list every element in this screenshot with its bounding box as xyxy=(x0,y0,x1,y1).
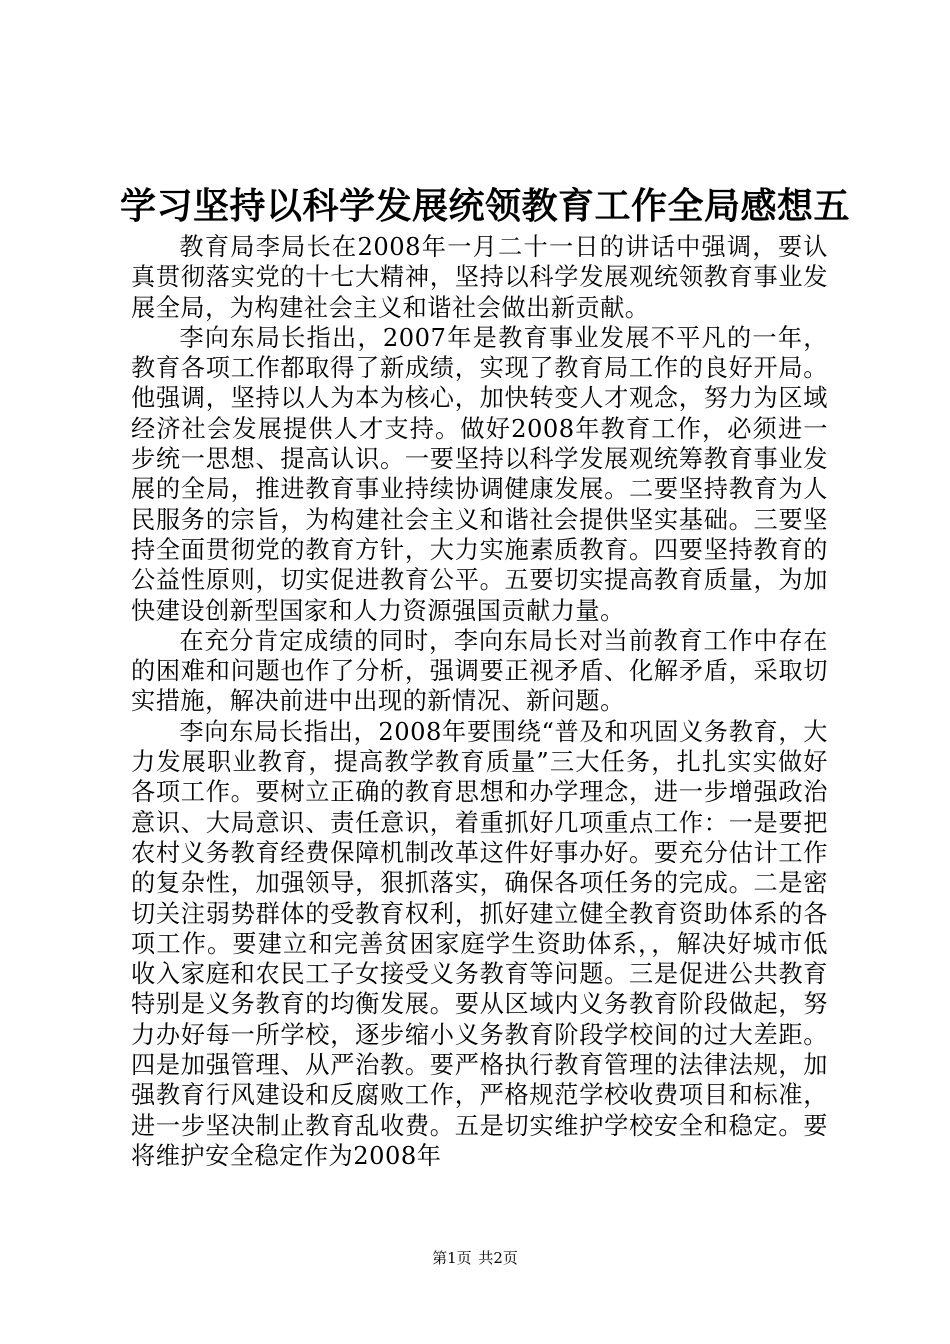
paragraph-4: 李向东局长指出，2008年要围绕“普及和巩固义务教育，大力发展职业教育，提高教学教育质量”三大任务，扎扎实实做好各项工作。要树立正确的教育思想和办学理念，进一步增强政治意识、大局意识、责任意识，着重抓好几项重点工作：一是要把农村义务教育经费保障机制改革这件好事办好。要充分估计工作的复杂性，加强领导，狠抓落实，确保各项任务的完成。二是密切关注弱势群体的受教育权利，抓好建立健全教育资助体系的各项工作。要建立和完善贫困家庭学生资助体系，，解决好城市低收入家庭和农民工子女接受义务教育等问题。三是促进公共教育特别是义务教育的均衡发展。要从区域内义务教育阶段做起，努力办好每一所学校，逐步缩小义务教育阶段学校间的过大差距。四是加强管理、从严治教。要严格执行教育管理的法律法规，加强教育行风建设和反腐败工作，严格规范学校收费项目和标准，进一步坚决制止教育乱收费。五是切实维护学校安全和稳定。要将维护安全稳定作为2008年 xyxy=(131,717,828,1170)
paragraph-2: 李向东局长指出，2007年是教育事业发展不平凡的一年，教育各项工作都取得了新成绩，实现了教育局工作的良好开局。他强调，坚持以人为本为核心，加快转变人才观念，努力为区域经济社会发展提供人才支持。做好2008年教育工作，必须进一步统一思想、提高认识。一要坚持以科学发展观统筹教育事业发展的全局，推进教育事业持续协调健康发展。二要坚持教育为人民服务的宗旨，为构建社会主义和谐社会提供坚实基础。三要坚持全面贯彻党的教育方针，大力实施素质教育。四要坚持教育的公益性原则，切实促进教育公平。五要切实提高教育质量，为加快建设创新型国家和人力资源强国贡献力量。 xyxy=(131,323,828,625)
document-body xyxy=(131,232,828,1171)
page-number-current: 第1页 xyxy=(432,1249,472,1267)
document-title: 学习坚持以科学发展统领教育工作全局感想五 xyxy=(120,186,851,227)
page-footer xyxy=(0,1248,950,1268)
paragraph-3: 在充分肯定成绩的同时，李向东局长对当前教育工作中存在的困难和问题也作了分析，强调要正视矛盾、化解矛盾，采取切实措施，解决前进中出现的新情况、新问题。 xyxy=(131,626,828,716)
paragraph-1: 教育局李局长在2008年一月二十一日的讲话中强调，要认真贯彻落实党的十七大精神，坚持以科学发展观统领教育事业发展全局，为构建社会主义和谐社会做出新贡献。 xyxy=(131,233,828,322)
page-number-total: 共2页 xyxy=(478,1249,518,1267)
